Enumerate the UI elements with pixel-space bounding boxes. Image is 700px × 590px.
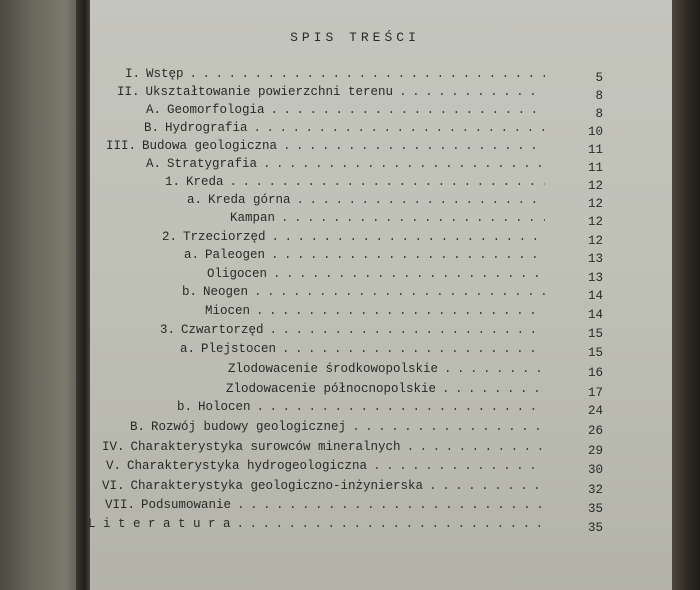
- toc-entry-number: a.: [184, 248, 200, 262]
- toc-entry-label: Charakterystyka surowców mineralnych: [130, 440, 401, 454]
- toc-entry: [144, 119, 555, 137]
- toc-entry-label: Kampan: [230, 211, 276, 225]
- toc-leader-dots: [263, 155, 545, 173]
- toc-entry: [187, 191, 555, 209]
- toc-entry: [205, 302, 555, 320]
- toc-entry-label: Kreda górna: [208, 193, 291, 207]
- toc-entry-page-number: 14: [587, 308, 603, 322]
- toc-leader-dots: [271, 101, 545, 119]
- toc-leader-dots: [297, 191, 545, 209]
- toc-entry-label: Ukształtowanie powierzchni terenu: [145, 85, 394, 99]
- toc-entry-label: Plejstocen: [201, 342, 277, 356]
- toc-entry-label: Rozwój budowy geologicznej: [151, 420, 347, 434]
- toc-entry-number: B.: [144, 121, 160, 135]
- toc-entry-label: Zlodowacenie północnopolskie: [226, 382, 437, 396]
- toc-entry: [226, 380, 555, 398]
- toc-entry-page-number: 12: [587, 215, 603, 229]
- toc-entry-label: Geomorfologia: [167, 103, 265, 117]
- toc-entry: [130, 418, 555, 436]
- toc-entry-page-number: 5: [595, 71, 603, 85]
- toc-leader-dots: [257, 398, 545, 416]
- toc-entry-label: Holocen: [198, 400, 251, 414]
- toc-entry-page-number: 15: [587, 327, 603, 341]
- toc-entry: [117, 83, 555, 101]
- toc-entry-number: b.: [182, 285, 198, 299]
- toc-entry-label: Budowa geologiczna: [142, 139, 278, 153]
- toc-entry-page-number: 29: [587, 444, 603, 458]
- toc-entry-page-number: 14: [587, 289, 603, 303]
- toc-leader-dots: [254, 283, 545, 301]
- toc-entry-page-number: 35: [587, 502, 603, 516]
- toc-leader-dots: [237, 515, 545, 533]
- toc-leader-dots: [237, 496, 545, 514]
- toc-entry-page-number: 8: [595, 107, 603, 121]
- toc-entry: [184, 246, 555, 264]
- toc-entry-page-number: 15: [587, 346, 603, 360]
- toc-entry: [207, 265, 555, 283]
- toc-leader-dots: [429, 477, 545, 495]
- toc-entry: [230, 209, 555, 227]
- toc-leader-dots: [283, 137, 545, 155]
- toc-leader-dots: [373, 457, 545, 475]
- toc-leader-dots: [407, 438, 545, 456]
- toc-entry-page-number: 24: [587, 404, 603, 418]
- toc-entry-label: Charakterystyka hydrogeologiczna: [127, 459, 368, 473]
- toc-entry: [146, 101, 555, 119]
- toc-entry: [146, 155, 555, 173]
- toc-entry-number: VII.: [105, 498, 136, 512]
- toc-leader-dots: [442, 380, 545, 398]
- toc-leader-dots: [270, 321, 545, 339]
- toc-entry: [177, 398, 555, 416]
- toc-entry-page-number: 12: [587, 179, 603, 193]
- toc-entry-page-number: 12: [587, 234, 603, 248]
- toc-entry-label: Neogen: [203, 285, 249, 299]
- toc-entry: [180, 340, 555, 358]
- toc-entry-number: V.: [106, 459, 122, 473]
- toc-leader-dots: [281, 209, 545, 227]
- toc-leader-dots: [272, 228, 545, 246]
- toc-entry-page-number: 32: [587, 483, 603, 497]
- toc-leader-dots: [256, 302, 545, 320]
- toc-leader-dots: [444, 360, 545, 378]
- toc-title: SPIS TREŚCI: [290, 30, 420, 45]
- toc-entry-page-number: 26: [587, 424, 603, 438]
- toc-entry-page-number: 30: [587, 463, 603, 477]
- toc-entry: [88, 515, 555, 533]
- toc-entry-number: VI.: [102, 479, 125, 493]
- toc-entry-label: Czwartorzęd: [181, 323, 264, 337]
- toc-leader-dots: [282, 340, 545, 358]
- toc-entry-page-number: 13: [587, 252, 603, 266]
- toc-entry-label: Miocen: [205, 304, 251, 318]
- toc-entry: [228, 360, 555, 378]
- toc-entry-number: A.: [146, 103, 162, 117]
- toc-entry-label: Trzeciorzęd: [183, 230, 266, 244]
- toc-entry-number: a.: [187, 193, 203, 207]
- toc-entry: [162, 228, 555, 246]
- toc-entry-number: I.: [125, 67, 141, 81]
- toc-entry-number: B.: [130, 420, 146, 434]
- toc-entry-page-number: 35: [587, 521, 603, 535]
- toc-entry-label: Kreda: [186, 175, 224, 189]
- toc-entry-label: Zlodowacenie środkowopolskie: [228, 362, 439, 376]
- toc-entry-page-number: 11: [587, 161, 603, 175]
- toc-entry-page-number: 10: [587, 125, 603, 139]
- toc-entry-label: Paleogen: [205, 248, 266, 262]
- toc-entry-number: III.: [106, 139, 137, 153]
- toc-leader-dots: [271, 246, 545, 264]
- toc-entry-number: A.: [146, 157, 162, 171]
- toc-entry-label: Hydrografia: [165, 121, 248, 135]
- toc-entry-label: Charakterystyka geologiczno-inżynierska: [130, 479, 424, 493]
- toc-entry-number: 3.: [160, 323, 176, 337]
- toc-entry-number: b.: [177, 400, 193, 414]
- toc-entry-number: a.: [180, 342, 196, 356]
- toc-entry-label: L i t e r a t u r a: [88, 517, 231, 531]
- toc-leader-dots: [273, 265, 545, 283]
- toc-leader-dots: [352, 418, 545, 436]
- toc-entry-label: Stratygrafia: [167, 157, 258, 171]
- toc-entry: [182, 283, 555, 301]
- toc-leader-dots: [254, 119, 545, 137]
- toc-entry: [106, 457, 555, 475]
- toc-entry-page-number: 12: [587, 197, 603, 211]
- toc-entry: [160, 321, 555, 339]
- toc-leader-dots: [230, 173, 545, 191]
- toc-entry-label: Wstęp: [146, 67, 184, 81]
- toc-entry: [125, 65, 555, 83]
- toc-entry: [102, 477, 555, 495]
- toc-entry-page-number: 17: [587, 386, 603, 400]
- toc-entry-page-number: 11: [587, 143, 603, 157]
- toc-entry-label: Podsumowanie: [141, 498, 232, 512]
- toc-entry-label: Oligocen: [207, 267, 268, 281]
- toc-entry-page-number: 8: [595, 89, 603, 103]
- toc-entry-page-number: 16: [587, 366, 603, 380]
- toc-entry: [106, 137, 555, 155]
- toc-entry-number: 2.: [162, 230, 178, 244]
- toc-entry: [165, 173, 555, 191]
- toc-leader-dots: [399, 83, 545, 101]
- toc-leader-dots: [190, 65, 545, 83]
- toc-entry: [102, 438, 555, 456]
- toc-entry: [105, 496, 555, 514]
- toc-entry-number: II.: [117, 85, 140, 99]
- toc-entry-number: IV.: [102, 440, 125, 454]
- toc-entry-number: 1.: [165, 175, 181, 189]
- toc-entry-page-number: 13: [587, 271, 603, 285]
